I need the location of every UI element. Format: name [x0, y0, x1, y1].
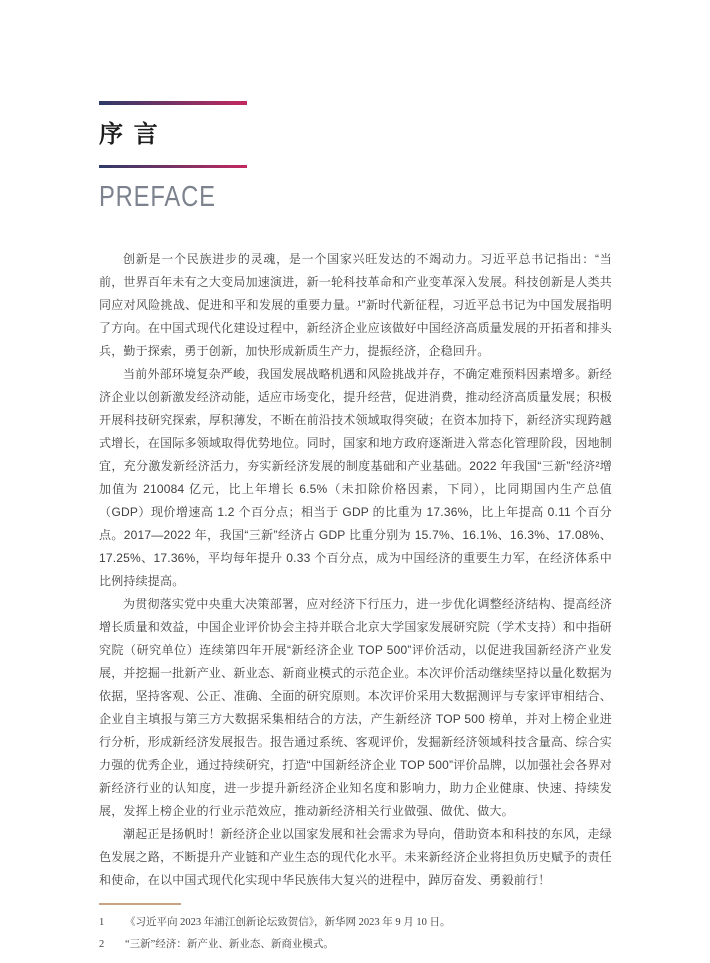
page-title: 序 言 [99, 121, 160, 148]
page-header [99, 101, 612, 212]
footnotes [99, 903, 612, 956]
footnote-item [99, 912, 612, 934]
page-subtitle: PREFACE [99, 181, 216, 213]
body-text [99, 248, 612, 892]
footnote-text: 《习近平向 2023 年浦江创新论坛致贺信》，新华网 2023 年 9 月 10 日。 [125, 917, 451, 928]
footnote-number: 1 [99, 917, 105, 928]
paragraph: 当前外部环境复杂严峻，我国发展战略机遇和风险挑战并存，不确定难预料因素增多。新经济企业以创新激发经济动能，适应市场变化，提升经营，促进消费，推动经济高质量发展；积极开展科技研究探索，厚积薄发，不断在前沿技术领域取得突破；在资本加持下，新经济实现跨越式增长，在国际多领域取得优势地位。同时，国家和地方政府逐渐进入常态化管理阶段，因地制宜，充分激发新经济活力，夯实新经济发展的制度基础和产业基础。2022 年我国“三新”经济²增加值为 210084 亿元，比上年增长 6.5%（未扣除价格因素，下同），比同期国内生产总值（GDP）现价增速高 1.2 个百分点；相当于 GDP 的比重为 17.36%，比上年提高 0.11 个百分点。2017—2022 年，我国“三新”经济占 GDP 比重分别为 15.7%、16.1%、16.3%、17.08%、17.25%、17.36%，平均每年提升 0.33 个百分点，成为中国经济的重要生力军，在经济体系中比例持续提高。 [99, 367, 612, 588]
footnote-item [99, 934, 612, 956]
paragraph: 为贯彻落实党中央重大决策部署，应对经济下行压力，进一步优化调整经济结构、提高经济增长质量和效益，中国企业评价协会主持并联合北京大学国家发展研究院（学术支持）和中指研究院（研究单位）连续第四年开展“新经济企业 TOP 500”评价活动，以促进我国新经济产业发展，并挖掘一批新产业、新业态、新商业模式的示范企业。本次评价活动继续坚持以量化数据为依据，坚持客观、公正、准确、全面的研究原则。本次评价采用大数据测评与专家评审相结合、企业自主填报与第三方大数据采集相结合的方法，产生新经济 TOP 500 榜单，并对上榜企业进行分析，形成新经济发展报告。报告通过系统、客观评价，发掘新经济领域科技含量高、综合实力强的优秀企业，通过持续研究，打造“中国新经济企业 TOP 500”评价品牌，以加强社会各界对新经济行业的认知度，进一步提升新经济企业知名度和影响力，助力企业健康、快速、持续发展，发挥上榜企业的行业示范效应，推动新经济相关行业做强、做优、做大。 [99, 597, 612, 818]
footnote-separator [99, 903, 181, 905]
footnote-text: “三新”经济：新产业、新业态、新商业模式。 [125, 939, 334, 950]
footnote-list [99, 912, 612, 956]
footnote-number: 2 [99, 939, 105, 950]
paragraph: 创新是一个民族进步的灵魂，是一个国家兴旺发达的不竭动力。习近平总书记指出：“当前，世界百年未有之大变局加速演进，新一轮科技革命和产业变革深入发展。科技创新是人类共同应对风险挑战、促进和平和发展的重要力量。¹”新时代新征程，习近平总书记为中国发展指明了方向。在中国式现代化建设过程中，新经济企业应该做好中国经济高质量发展的开拓者和排头兵，勤于探索，勇于创新，加快形成新质生产力，提振经济，企稳回升。 [99, 252, 612, 358]
gradient-rule-top [99, 101, 247, 105]
paragraph: 潮起正是扬帆时！新经济企业以国家发展和社会需求为导向，借助资本和科技的东风，走绿色发展之路，不断提升产业链和产业生态的现代化水平。未来新经济企业将担负历史赋予的责任和使命，在以中国式现代化实现中华民族伟大复兴的进程中，踔厉奋发、勇毅前行！ [99, 827, 612, 887]
